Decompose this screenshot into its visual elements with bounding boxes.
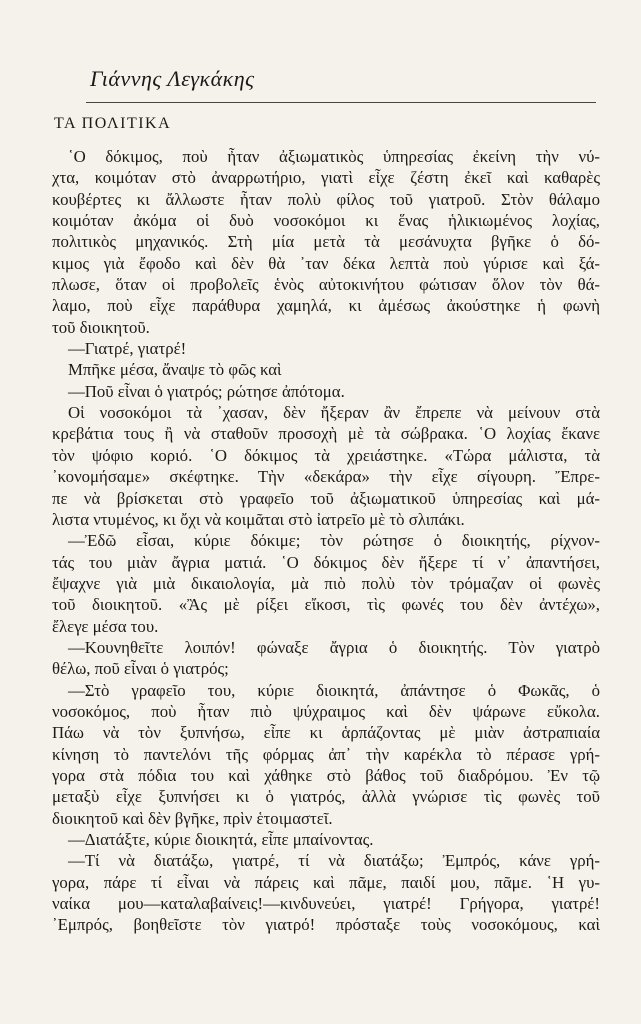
- body-text: [52, 146, 600, 936]
- text-line: ἔλεγε μέσα του.: [52, 616, 159, 636]
- text-line: διοικητοῦ καὶ δὲν βγῆκε, πρὶν ἑτοιμαστεῖ.: [52, 808, 333, 828]
- text-line: τοῦ διοικητοῦ. «Ἂς μὲ ρίξει εἴκοσι, τὶς φωνές του δὲν ἀντέχω»,: [52, 595, 600, 615]
- text-line: κοιμόταν ἀκόμα οἱ δυὸ νοσοκόμοι κι ἕνας ἡλικιωμένος λοχίας,: [52, 211, 600, 231]
- text-line: λιστα ντυμένος, κι ὄχι νὰ κοιμᾶται στὸ ἰατρεῖο μὲ τὸ σλιπάκι.: [52, 509, 465, 529]
- text-line: κιμος γιὰ ἔφοδο καὶ δὲν θὰ ᾽ταν δέκα λεπτὰ ποὺ γύρισε καὶ ξά-: [52, 253, 600, 273]
- text-line: ῾Ο δόκιμος, ποὺ ἦταν ἀξιωματικὸς ὑπηρεσίας ἐκείνη τὴν νύ-: [68, 147, 600, 166]
- text-line: ᾽Εμπρός, βοηθεῖστε τὸν γιατρό! πρόσταξε τοὺς νοσοκόμους, καὶ: [52, 915, 600, 935]
- text-line: —Ἐδῶ εἶσαι, κύριε δόκιμε; τὸν ρώτησε ὁ διοικητής, ρίχνον-: [68, 531, 600, 551]
- text-line: μεταξὺ εἶχε ξυπνήσει κι ὁ γιατρός, ἀλλὰ γνώρισε τὶς φωνὲς τοῦ: [52, 787, 600, 807]
- text-line: Μπῆκε μέσα, ἄναψε τὸ φῶς καὶ: [68, 360, 282, 380]
- text-line: —Γιατρέ, γιατρέ!: [68, 339, 187, 359]
- text-line: γορα, πάρε τί εἶναι νὰ πάρεις καὶ πᾶμε, παιδί μου, πᾶμε. ῾Η γυ-: [52, 872, 600, 892]
- text-line: τοῦ διοικητοῦ.: [52, 317, 150, 337]
- text-line: τάς του μιὰν ἄγρια ματιά. ῾Ο δόκιμος δὲν ἤξερε τί ν᾽ ἀπαντήσει,: [52, 552, 600, 572]
- text-line: γορα στὰ πόδια του καὶ χάθηκε στὸ βάθος τοῦ διαδρόμου. Ἐν τῷ: [52, 765, 600, 785]
- text-line: —Κουνηθεῖτε λοιπόν! φώναξε ἄγρια ὁ διοικητής. Τὸν γιατρὸ: [68, 637, 600, 657]
- text-line: —Ποῦ εἶναι ὁ γιατρός; ρώτησε ἀπότομα.: [68, 381, 345, 401]
- text-line: Οἱ νοσοκόμοι τὰ ᾽χασαν, δὲν ἤξεραν ἂν ἔπρεπε νὰ μείνουν στὰ: [68, 403, 600, 423]
- author-name: Γιάννης Λεγκάκης: [90, 66, 255, 91]
- running-header: [86, 62, 596, 103]
- text-line: λαμο, ποὺ εἶχε παράθυρα χαμηλά, κι ἀμέσως ἀκούστηκε ἡ φωνὴ: [52, 296, 600, 316]
- text-line: πε νὰ βρίσκεται στὸ γραφεῖο τοῦ ἀξιωματικοῦ ὑπηρεσίας καὶ μά-: [52, 488, 600, 508]
- text-line: ναίκα μου—καταλαβαίνεις!—κινδυνεύει, γιατρέ! Γρήγορα, γιατρέ!: [52, 894, 600, 914]
- text-line: ἔψαχνε γιὰ μιὰ δικαιολογία, μὰ πιὸ πολὺ τὸν τρόμαζαν οἱ φωνὲς: [52, 573, 600, 593]
- text-line: πλωσε, ὅταν οἱ προβολεῖς ἑνὸς αὐτοκινήτου φώτισαν ὅλον τὸν θά-: [52, 275, 600, 295]
- text-line: —Διατάξτε, κύριε διοικητά, εἶπε μπαίνοντας.: [68, 830, 374, 849]
- text-line: κίνηση τὸ παντελόνι τῆς φόρμας ἀπ᾽ τὴν καρέκλα τὸ πέρασε γρή-: [52, 744, 600, 764]
- text-line: ᾽κονομήσαμε» σκέφτηκε. Τὴν «δεκάρα» τὴν εἶχε σίγουρη. Ἔπρε-: [52, 467, 600, 487]
- text-line: νοσοκόμος, ποὺ ἦταν πιὸ ψύχραιμος καὶ δὲν ψάρωνε εὔκολα.: [52, 701, 600, 721]
- text-line: τὸν ψόφιο κοριό. ῾Ο δόκιμος τὰ χρειάστηκε. «Τώρα μάλιστα, τὰ: [52, 445, 600, 465]
- text-line: —Στὸ γραφεῖο του, κύριε διοικητά, ἀπάντησε ὁ Φωκᾶς, ὁ: [68, 680, 600, 700]
- section-title: ΤΑ ΠΟΛΙΤΙΚΑ: [54, 115, 172, 132]
- text-line: Πάω νὰ τὸν ξυπνήσω, εἶπε κι ἁρπάζοντας μὲ μιὰν ἀστραπιαία: [52, 723, 600, 743]
- text-line: κουβέρτες κι ἄλλωστε ἦταν πολὺ φίλος τοῦ γιατροῦ. Στὸν θάλαμο: [52, 189, 600, 209]
- text-line: κρεβάτια τους ἢ νὰ σταθοῦν προσοχὴ μὲ τὰ σώβρακα. ῾Ο λοχίας ἔκανε: [52, 424, 600, 444]
- text-line: —Τί νὰ διατάξω, γιατρέ, τί νὰ διατάξω; Ἐμπρός, κάνε γρή-: [68, 851, 600, 871]
- text-line: χτα, κοιμόταν στὸ ἀναρρωτήριο, γιατὶ εἶχε ζέστη ἐκεῖ καὶ καθαρὲς: [52, 168, 600, 188]
- text-line: πολιτικὸς μηχανικός. Στὴ μία μετὰ τὰ μεσάνυχτα βγῆκε ὁ δό-: [52, 232, 600, 252]
- text-line: θέλω, ποῦ εἶναι ὁ γιατρός;: [52, 659, 229, 679]
